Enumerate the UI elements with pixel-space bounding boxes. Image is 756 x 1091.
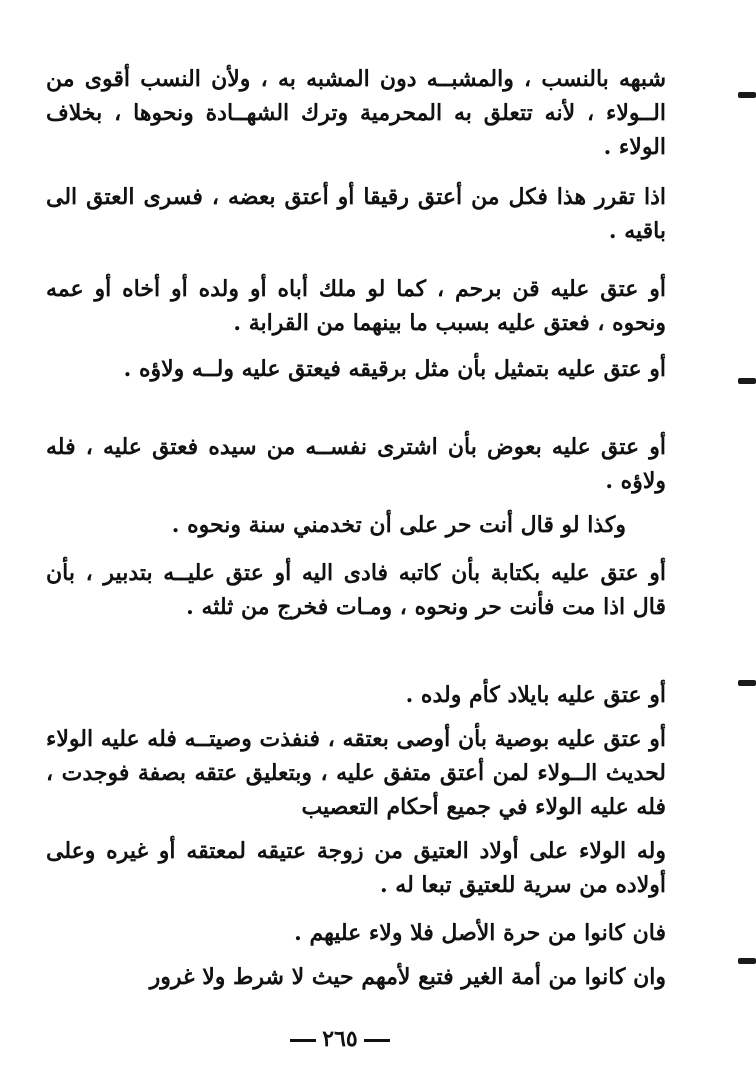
paragraph-11: فان كانوا من حرة الأصل فلا ولاء عليهم . <box>294 920 666 946</box>
paragraph-6: وكذا لو قال أنت حر على أن تخدمني سنة ونحوه . <box>171 512 626 538</box>
paragraph-2: اذا تقرر هذا فكل من أعتق رقيقا أو أعتق بعضه ، فسرى العتق الى باقيه . <box>46 184 666 244</box>
paragraph-9: أو عتق عليه بوصية بأن أوصى بعتقه ، فنفذت وصيتــه فله عليه الولاء لحديث الــولاء لمن أعتق متفق عليه ، وبتعليق عتقه بصفة فوجدت ، فله عليه الولاء في جميع أحكام التعصيب <box>46 726 666 820</box>
paragraph-7: أو عتق عليه بكتابة بأن كاتبه فادى اليه أو عتق عليــه بتدبير ، بأن قال اذا مت فأنت حر ونحوه ، ومـات فخرج من ثلثه . <box>46 560 666 620</box>
edge-mark <box>738 378 756 384</box>
edge-mark <box>738 958 756 964</box>
paragraph-1: شبهه بالنسب ، والمشبــه دون المشبه به ، ولأن النسب أقوى من الــولاء ، لأنه تتعلق به المحرمية وترك الشهــادة ونحوها ، بخلاف الولاء . <box>46 66 666 160</box>
page-body <box>46 62 666 1022</box>
dash-left <box>364 1039 390 1042</box>
paragraph-3: أو عتق عليه قن برحم ، كما لو ملك أباه أو ولده أو أخاه أو عمه ونحوه ، فعتق عليه بسبب ما بينهما من القرابة . <box>46 276 666 336</box>
page-number <box>260 1026 420 1052</box>
paragraph-5: أو عتق عليه بعوض بأن اشترى نفســه من سيده فعتق عليه ، فله ولاؤه . <box>46 434 666 494</box>
paragraph-4: أو عتق عليه بتمثيل بأن مثل برقيقه فيعتق عليه ولــه ولاؤه . <box>123 356 666 382</box>
paragraph-12: وان كانوا من أمة الغير فتبع لأمهم حيث لا شرط ولا غرور <box>149 964 666 990</box>
edge-mark <box>738 92 756 98</box>
paragraph-10: وله الولاء على أولاد العتيق من زوجة عتيقه لمعتقه أو غيره وعلى أولاده من سرية للعتيق تبعا له . <box>46 838 666 898</box>
edge-mark <box>738 680 756 686</box>
page-number-text: ٢٦٥ <box>322 1026 358 1052</box>
paragraph-8: أو عتق عليه بايلاد كأم ولده . <box>405 682 666 708</box>
dash-right <box>290 1039 316 1042</box>
